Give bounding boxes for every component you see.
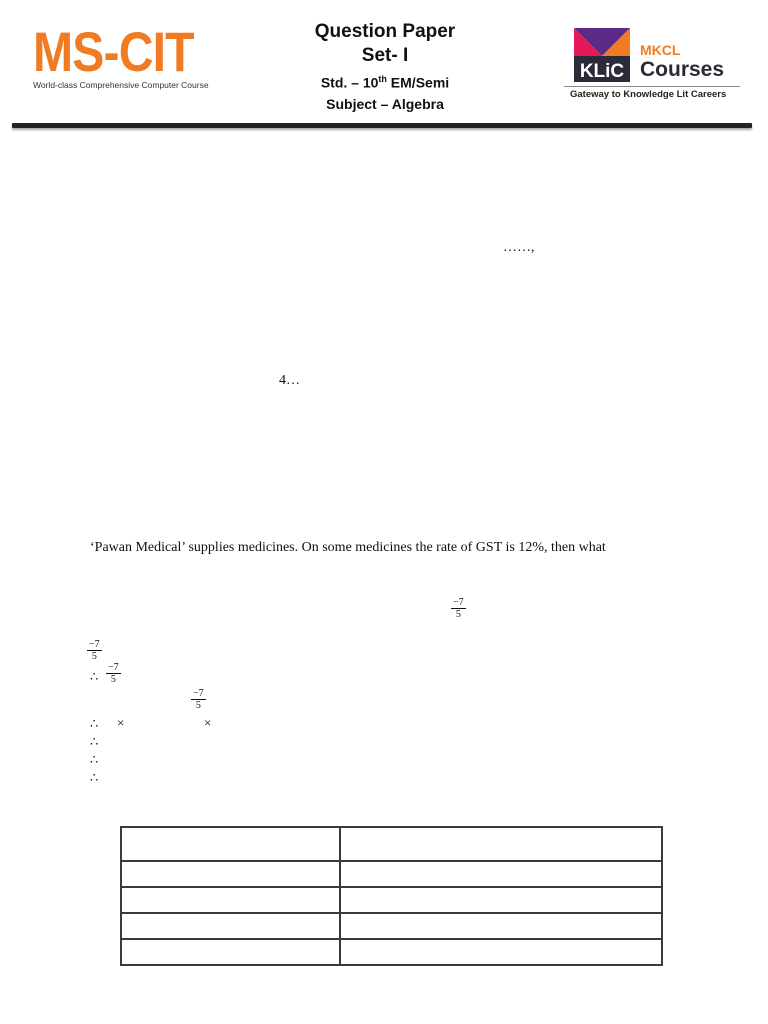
table-cell bbox=[340, 827, 662, 861]
times-symbol: × bbox=[204, 715, 212, 730]
table-cell bbox=[121, 887, 340, 913]
fraction-3: $\frac{-7}{5}$ bbox=[108, 662, 119, 685]
klic-mark-text: KLiC bbox=[579, 61, 625, 82]
header-rule bbox=[12, 123, 752, 128]
courses-label: Courses bbox=[640, 58, 725, 81]
table-cell bbox=[121, 939, 340, 965]
paper-set: Set- I bbox=[361, 45, 409, 66]
table-cell bbox=[340, 939, 662, 965]
mkcl-klic-logo bbox=[560, 22, 746, 104]
table-row bbox=[121, 913, 662, 939]
gst-question-text: ‘Pawan Medical’ supplies medicines. On some medicines the rate of GST is 12%, then what bbox=[90, 540, 606, 555]
klic-emblem-icon bbox=[572, 26, 632, 84]
table-cell bbox=[121, 827, 340, 861]
table-cell bbox=[340, 887, 662, 913]
four-fragment: 4… bbox=[279, 373, 300, 388]
answer-table bbox=[120, 826, 663, 966]
table-row bbox=[121, 939, 662, 965]
table-row bbox=[121, 827, 662, 861]
paper-heading bbox=[270, 20, 500, 114]
therefore-symbol: ∴ bbox=[90, 669, 99, 684]
table-cell bbox=[340, 861, 662, 887]
times-symbol: × bbox=[117, 715, 125, 730]
paper-title: Question Paper bbox=[314, 21, 456, 42]
therefore-symbol: ∴ bbox=[90, 716, 99, 731]
therefore-symbol: ∴ bbox=[90, 752, 99, 767]
therefore-symbol: ∴ bbox=[90, 734, 99, 749]
fraction-1: $\frac{-7}{5}$ bbox=[453, 597, 464, 620]
table-cell bbox=[340, 913, 662, 939]
paper-subject: Subject – Algebra bbox=[326, 95, 444, 112]
table-cell bbox=[121, 913, 340, 939]
mkcl-label: MKCL bbox=[640, 42, 681, 58]
table-cell bbox=[121, 861, 340, 887]
ms-cit-title: MS-CIT bbox=[33, 20, 194, 83]
fraction-4: $\frac{-7}{5}$ bbox=[193, 688, 204, 711]
table-row bbox=[121, 861, 662, 887]
dots-fragment: ……, bbox=[503, 240, 535, 255]
klic-divider bbox=[564, 86, 740, 87]
table-row bbox=[121, 887, 662, 913]
ms-cit-logo bbox=[33, 20, 223, 90]
klic-tagline: Gateway to Knowledge Lit Careers bbox=[570, 89, 727, 100]
fraction-2: $\frac{-7}{5}$ bbox=[89, 639, 100, 662]
paper-standard: Std. – 10th EM/Semi bbox=[320, 74, 450, 91]
ms-cit-tagline: World-class Comprehensive Computer Course bbox=[33, 80, 209, 90]
therefore-symbol: ∴ bbox=[90, 770, 99, 785]
